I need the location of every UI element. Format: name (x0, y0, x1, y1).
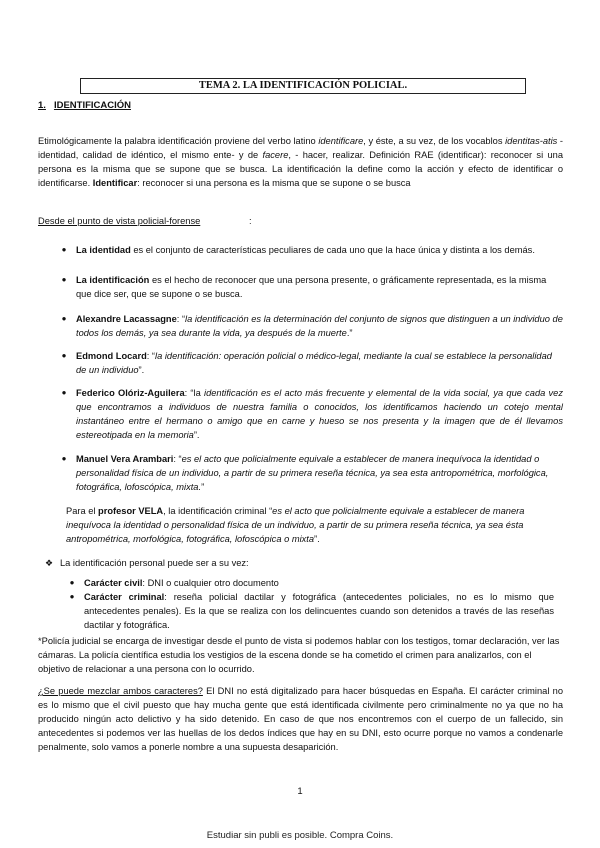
section-title: IDENTIFICACIÓN (53, 100, 131, 111)
diamond-bullet-icon: ❖ (44, 558, 54, 568)
section-number: 1. (38, 100, 46, 111)
item-caracter-criminal (84, 590, 554, 632)
quote-tail: ”. (193, 430, 200, 440)
item-term: Carácter civil (84, 578, 143, 588)
vela-paragraph (66, 504, 563, 546)
intro-term-facere: facere (262, 150, 289, 160)
bullet-identificacion (76, 273, 563, 301)
quote-lead: : “ (176, 314, 186, 324)
bullet-icon: ● (69, 578, 75, 587)
section-heading (38, 100, 131, 112)
mix-paragraph (38, 684, 563, 754)
intro-text-2: , y éste, a su vez, de los vocablos (363, 136, 506, 146)
bullet-identidad (76, 243, 563, 257)
item-caracter-civil (84, 576, 554, 590)
bullet-icon: ● (61, 388, 67, 397)
vela-tail: ”. (314, 534, 320, 544)
vela-mid: , la identificación criminal “ (163, 506, 273, 516)
policia-note: *Policía judicial se encarga de investigar desde el punto de vista si podemos hablar con los testigos, tomar declaración, ver las cámaras. La policía científica estudia los vestigios de la escena donde se ha cometido el crimen para analizarlos, con el objetivo de relacionar a una persona con lo ocurrido. (38, 636, 560, 674)
quote-text: la identificación es la determinación del conjunto de signos que distinguen a un individuo de todos los demás, ya sea durante la vida, ya después de la muerte (76, 314, 563, 338)
page-number: 1 (297, 786, 303, 797)
quote-vera (76, 452, 563, 494)
quote-lead: : “la (184, 388, 204, 398)
mix-text: El DNI no está digitalizado para hacer búsquedas en España. El carácter criminal no es lo mismo que el civil puesto que hay mucha gente que está identificada civilmente pero criminalmente no ya que no ha producido ningún acto delictivo y ha sido detenido. En caso de que nos encontremos con el cuerpo de un fallecido, sin antecedentes si podemos ver las huellas de los dedos índices que hay en su DNI, esto ocurre porque no vamos a condenarle penalmente, solo vamos a ponerle nombre a una supuesta desaparición. (38, 686, 563, 752)
item-term: Carácter criminal (84, 592, 165, 602)
forense-heading-text: Desde el punto de vista policial-forense (38, 216, 201, 226)
quote-tail: ”. (138, 365, 145, 375)
quote-author: Alexandre Lacassagne (76, 314, 177, 324)
quote-text: la identificación: operación policial o médico-legal, mediante la cual se establece la personalidad de un individuo (76, 351, 552, 375)
mix-question: ¿Se puede mezclar ambos caracteres? (38, 686, 203, 696)
vela-author: profesor VELA (98, 506, 164, 516)
bullet-icon: ● (61, 275, 67, 284)
bullet-term: La identificación (76, 275, 150, 285)
quote-locard (76, 349, 563, 377)
intro-term-identitas: identitas-atis (505, 136, 558, 146)
intro-text-5: : reconocer si una persona es la misma que se supone o se busca (137, 178, 411, 188)
vela-pre: Para el (66, 506, 99, 516)
page-title: TEMA 2. LA IDENTIFICACIÓN POLICIAL. (80, 78, 526, 94)
bullet-icon: ● (69, 592, 75, 601)
quote-lead: : “ (146, 351, 156, 361)
quote-author: Federico Olóriz-Aguilera (76, 388, 185, 398)
forense-heading (38, 214, 200, 228)
bullet-text: es el conjunto de características peculiares de cada uno que la hace única y distinta a los demás. (130, 245, 535, 255)
quote-text: identificación es el acto más frecuente y elemental de la vida social, ya que cada vez que encontramos a individuos de nuestra familia o conocidos, los identificamos haciendo un cotejo mental instantáneo entre el hermano o amigo que en carne y hueso se nos presenta y la imagen que de él llevamos estereotipada en la memoria (76, 388, 563, 440)
quote-text: es el acto que policialmente equivale a establecer de manera inequívoca la identidad o personalidad física de un individuo, a partir de su primera reseña técnica, ya sea esta antropométrica, morfológica, fotográfica, lofoscópica, mixta. (76, 454, 549, 492)
intro-paragraph (38, 134, 563, 190)
intro-text-3: -identidad, calidad de idéntico, el mismo ente- y de (38, 136, 564, 160)
intro-term-identificare: identificare (318, 136, 364, 146)
bullet-icon: ● (61, 245, 67, 254)
item-text: : DNI o cualquier otro documento (142, 578, 279, 588)
quote-tail: ” (201, 482, 205, 492)
quote-author: Manuel Vera Arambari (76, 454, 174, 464)
personal-intro: La identificación personal puede ser a su vez: (60, 558, 249, 568)
bullet-icon: ● (61, 314, 67, 323)
quote-tail: .” (346, 328, 353, 338)
forense-colon: : (249, 216, 252, 226)
intro-term-identificar: Identificar (92, 178, 138, 188)
intro-text-1: Etimológicamente la palabra identificación proviene del verbo latino (38, 136, 319, 146)
quote-lead: : “ (173, 454, 182, 464)
item-text: : reseña policial dactilar y fotográfica (antecedentes policiales, no es lo mismo que antecedentes penales). Es la que se realiza con los delincuentes cuando son detenidos a través de las reseñas dactilar y fotográfica. (84, 592, 555, 630)
intro-text-4: , - hacer, realizar. Definición RAE (identificar): reconocer si una persona es la misma que se supone que se busca. La identificación la define como la acción y efecto de identificar o identificarse. (38, 150, 563, 188)
vela-quote: es el acto que policialmente equivale a establecer de manera inequívoca la identidad o personalidad física de un individuo, a partir de su primera reseña técnica, ya sea ésta antropométrica, morfológica, fotográfica, lofoscópica o mixta (66, 506, 525, 544)
bullet-icon: ● (61, 454, 67, 463)
footer-banner: Estudiar sin publi es posible. Compra Coins. (206, 830, 394, 841)
bullet-icon: ● (61, 351, 67, 360)
bullet-text: es el hecho de reconocer que una persona presente, o gráficamente representada, es la misma que dice ser, que se supone o se busca. (76, 275, 547, 299)
quote-oloriz (76, 386, 563, 442)
bullet-term: La identidad (76, 245, 131, 255)
quote-lacassagne (76, 312, 563, 340)
quote-author: Edmond Locard (76, 351, 147, 361)
